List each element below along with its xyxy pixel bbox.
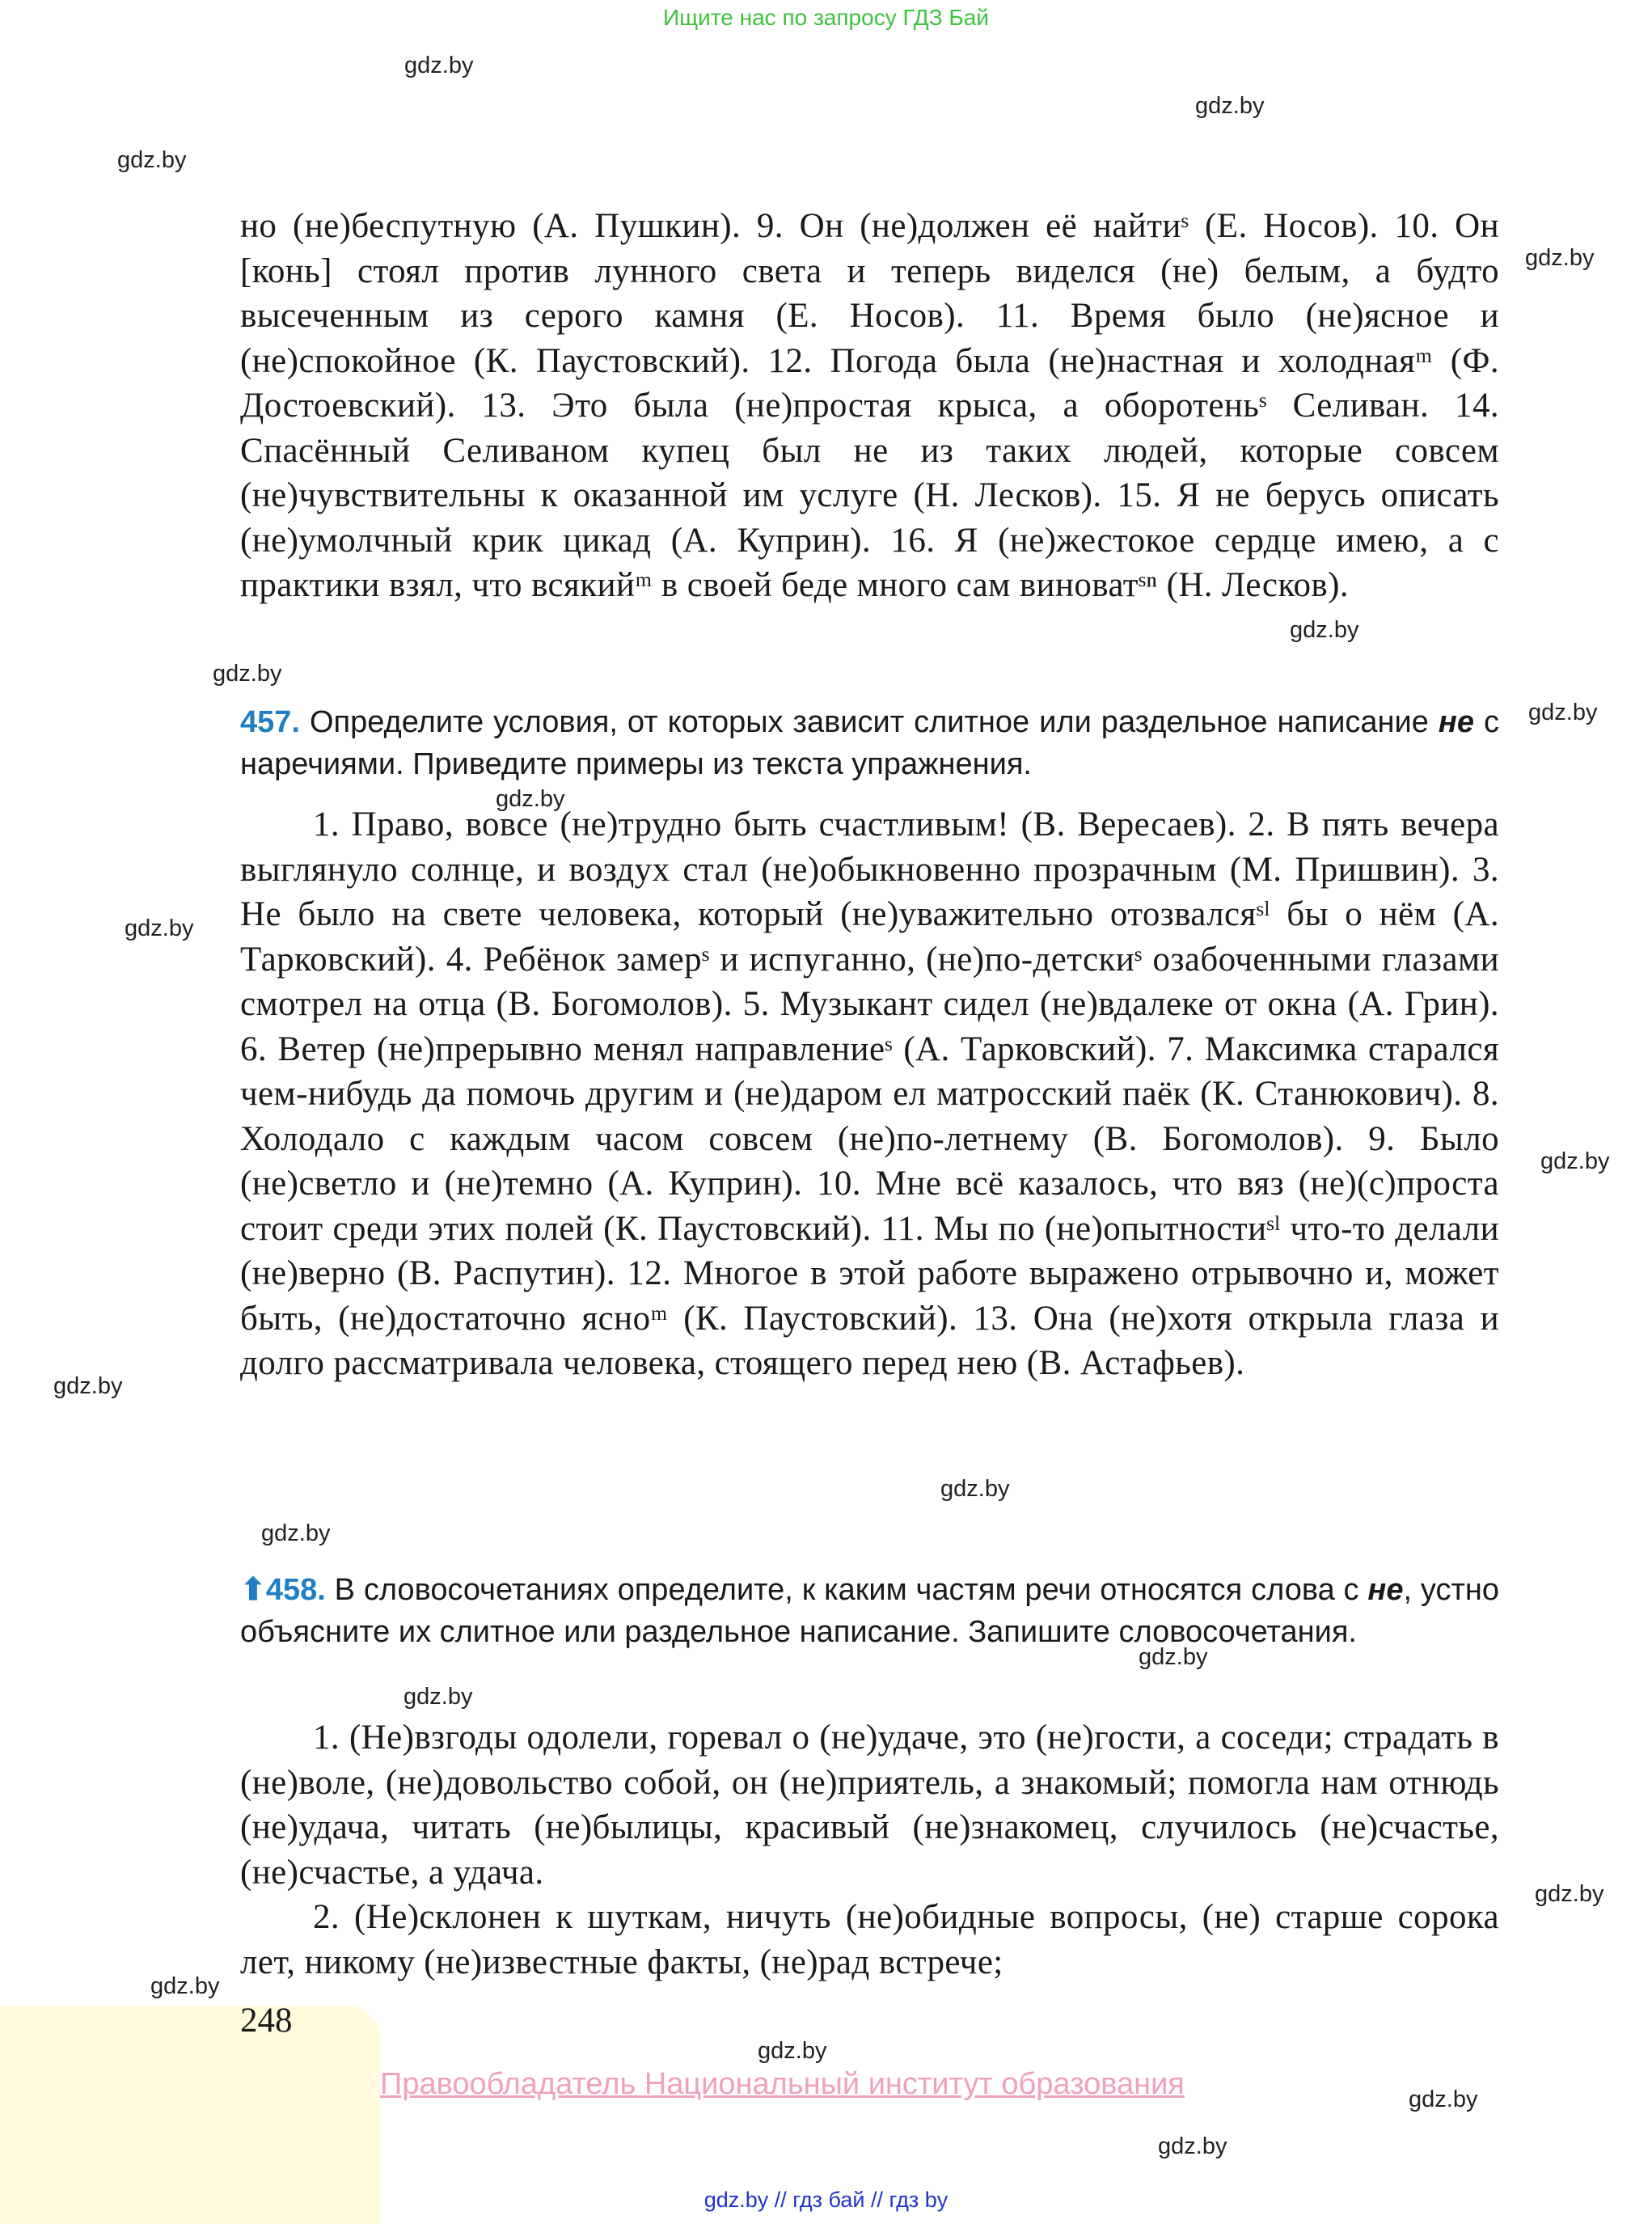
watermark: gdz.by <box>125 915 194 941</box>
exercise-456-continuation <box>240 204 1499 608</box>
bottom-links[interactable]: gdz.by // гдз бай // гдз by <box>703 2188 949 2212</box>
watermark: gdz.by <box>940 1476 1010 1502</box>
task-457 <box>240 701 1499 785</box>
exercise-458-text <box>240 1715 1499 1985</box>
watermark: gdz.by <box>1528 700 1598 725</box>
paragraph: но (не)беспутную (А. Пушкин). 9. Он (не)должен её найтиˢ (Е. Носов). 10. Он [конь] стоял против лунного света и теперь виделся (не) белым, а будто высеченным из серого камня (Е. Носов). 11. Время было (не)ясное и (не)спокойное (К. Паустовский). 12. Погода была (не)настная и холоднаяᵐ (Ф. Достоевский). 13. Это была (не)простая крыса, а оборотеньˢ Селиван. 14. Спасённый Селиваном купец был не из таких людей, которые совсем (не)чувствительны к оказанной им услуге (Н. Лесков). 15. Я не берусь описать (не)умолчный крик цикад (А. Куприн). 16. Я (не)жестокое сердце имею, а с практики взял, что всякийᵐ в своей беде много сам виноватˢⁿ (Н. Лесков). <box>240 207 1499 604</box>
top-banner-link[interactable]: Ищите нас по запросу ГДЗ Бай <box>662 5 990 30</box>
watermark: gdz.by <box>1290 617 1359 643</box>
task-text: с наречиями. Приведите примеры из текста упражнения. <box>240 705 1499 781</box>
page-number: 248 <box>240 2002 293 2040</box>
task-keyword: не <box>1438 705 1474 739</box>
task-number: 457. <box>240 705 300 739</box>
watermark: gdz.by <box>1540 1148 1610 1174</box>
watermark: gdz.by <box>758 2038 827 2064</box>
watermark: gdz.by <box>1158 2133 1227 2159</box>
watermark: gdz.by <box>213 661 282 687</box>
watermark: gdz.by <box>1139 1644 1208 1670</box>
watermark: gdz.by <box>117 147 187 173</box>
task-number: 458. <box>265 1573 326 1607</box>
watermark: gdz.by <box>496 786 565 812</box>
exercise-457-text <box>240 802 1499 1386</box>
watermark: gdz.by <box>1409 2087 1478 2112</box>
paragraph: 1. Право, вовсе (не)трудно быть счастливым! (В. Вересаев). 2. В пять вечера выглянуло солнце, и воздух стал (не)обыкновенно прозрачным (М. Пришвин). 3. Не было на свете человека, который (не)уважительно отозвалсяˢˡ бы о нём (А. Тарковский). 4. Ребёнок замерˢ и испуганно, (не)по-детскиˢ озабоченными глазами смотрел на отца (В. Богомолов). 5. Музыкант сидел (не)вдалеке от окна (А. Грин). 6. Ветер (не)прерывно менял направлениеˢ (А. Тарковский). 7. Максимка старался чем-нибудь да помочь другим и (не)даром ел матросский паёк (К. Станюкович). 8. Холодало с каждым часом совсем (не)по-летнему (В. Богомолов). 9. Было (не)светло и (не)темно (А. Куприн). 10. Мне всё казалось, что вяз (не)(с)проста стоит среди этих полей (К. Паустовский). 11. Мы по (не)опытностиˢˡ что-то делали (не)верно (В. Распутин). 12. Многое в этой работе выражено отрывочно и, может быть, (не)достаточно ясноᵐ (К. Паустовский). 13. Она (не)хотя открыла глаза и долго рассматривала человека, стоящего перед нею (В. Астафьев). <box>240 805 1499 1382</box>
watermark: gdz.by <box>261 1520 331 1546</box>
task-keyword: не <box>1367 1573 1404 1607</box>
task-458 <box>240 1569 1499 1653</box>
task-text: Определите условия, от которых зависит слитное или раздельное написание <box>299 705 1439 739</box>
watermark: gdz.by <box>1525 245 1595 271</box>
watermark: gdz.by <box>53 1373 123 1399</box>
paragraph: 1. (Не)взгоды одолели, горевал о (не)удаче, это (не)гости, а соседи; страдать в (не)воле, (не)довольство собой, он (не)приятель, а знакомый; помогла нам отнюдь (не)удача, читать (не)былицы, красивый (не)знакомец, случилось (не)счастье, (не)счастье, а удача. <box>240 1719 1499 1892</box>
watermark: gdz.by <box>403 1684 473 1710</box>
up-arrow-icon: ⬆ <box>240 1573 266 1607</box>
task-text: , устно объясните их слитное или раздельное написание. Запишите словосочетания. <box>240 1573 1499 1649</box>
paragraph: 2. (Не)склонен к шуткам, ничуть (не)обидные вопросы, (не) старше сорока лет, никому (не)известные факты, (не)рад встрече; <box>240 1898 1499 1981</box>
copyright-notice: Правообладатель Национальный институт образования <box>380 2067 1185 2101</box>
watermark: gdz.by <box>1195 93 1265 119</box>
watermark: gdz.by <box>1535 1881 1604 1907</box>
watermark: gdz.by <box>150 1973 220 1999</box>
task-text: В словосочетаниях определите, к каким частям речи относятся слова с <box>325 1573 1368 1607</box>
watermark: gdz.by <box>404 53 474 78</box>
